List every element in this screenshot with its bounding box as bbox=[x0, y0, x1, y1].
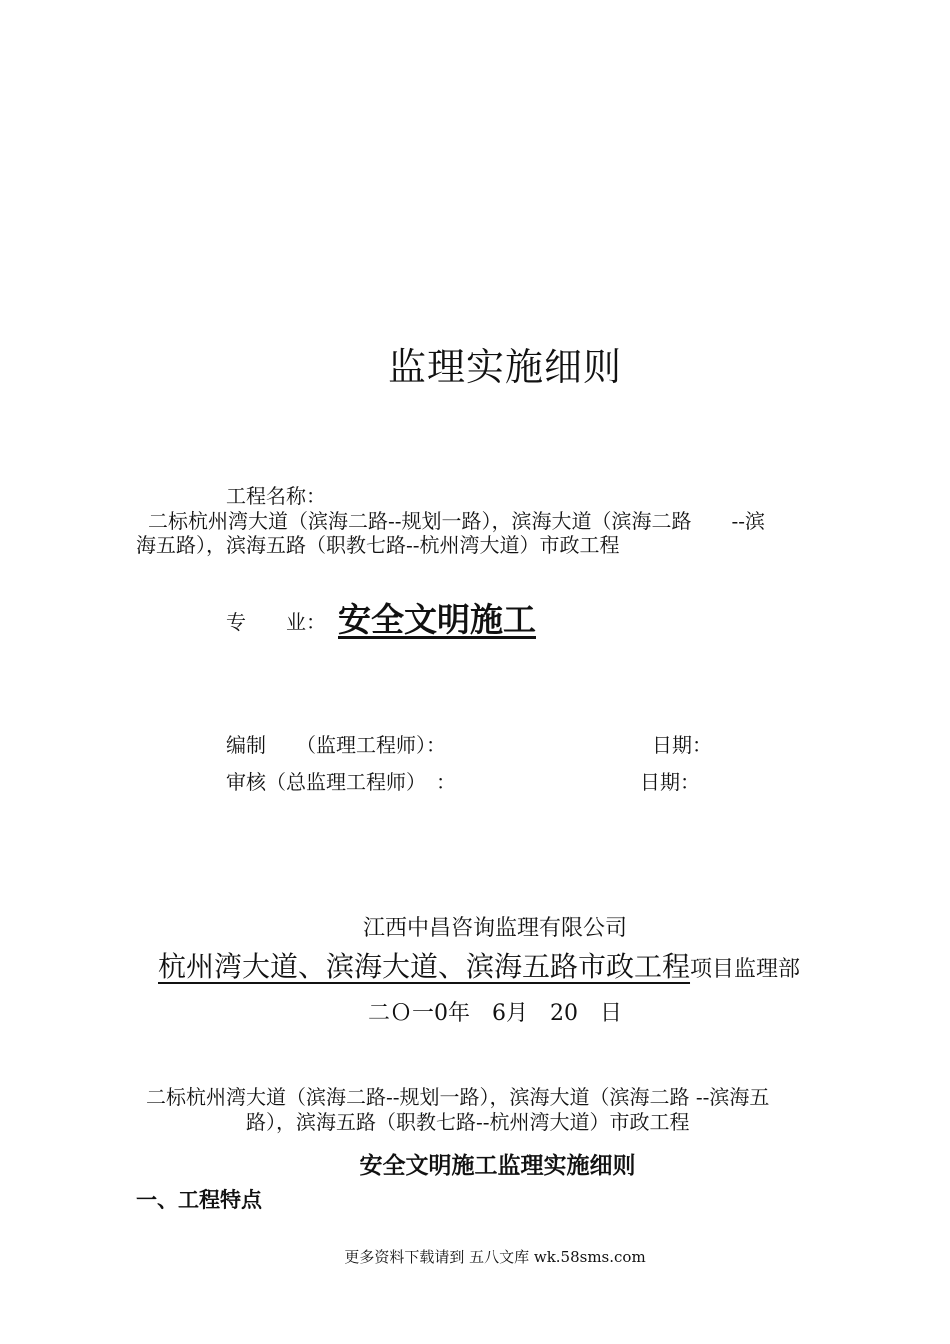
compiler-date-label: 日期： bbox=[652, 733, 712, 757]
compiler-label: 编制 （监理工程师）： bbox=[226, 733, 446, 757]
reviewer-date-label: 日期： bbox=[640, 770, 700, 794]
cover-date: 二Ｏ一0年 6月 20 日 bbox=[368, 1001, 622, 1026]
page-footer: 更多资料下载请到 五八文库 wk.58sms.com bbox=[344, 1248, 646, 1266]
major-label: 专 业： bbox=[226, 610, 326, 634]
document-title: 监理实施细则 bbox=[387, 345, 622, 389]
section-heading-1: 一、工程特点 bbox=[136, 1187, 262, 1212]
body-heading: 安全文明施工监理实施细则 bbox=[359, 1152, 636, 1179]
reviewer-label: 审核（总监理工程师） ： bbox=[226, 770, 456, 794]
company-name: 江西中昌咨询监理有限公司 bbox=[362, 916, 627, 941]
project-name-line-2: 海五路），滨海五路（职教七路--杭州湾大道）市政工程 bbox=[136, 533, 620, 557]
major-value: 安全文明施工 bbox=[338, 600, 536, 639]
project-department bbox=[158, 945, 800, 985]
project-name-label: 工程名称： bbox=[226, 484, 326, 508]
body-project-name bbox=[146, 1085, 769, 1135]
body-project-line-1: 二标杭州湾大道（滨海二路--规划一路），滨海大道（滨海二路 --滨海五 bbox=[146, 1085, 770, 1109]
body-project-line-2: 路），滨海五路（职教七路--杭州湾大道）市政工程 bbox=[246, 1110, 690, 1134]
project-department-main: 杭州湾大道、滨海大道、滨海五路市政工程 bbox=[158, 950, 691, 983]
project-name-line-1: 二标杭州湾大道（滨海二路--规划一路），滨海大道（滨海二路 --滨 bbox=[148, 509, 766, 533]
project-department-suffix: 项目监理部 bbox=[690, 957, 801, 982]
